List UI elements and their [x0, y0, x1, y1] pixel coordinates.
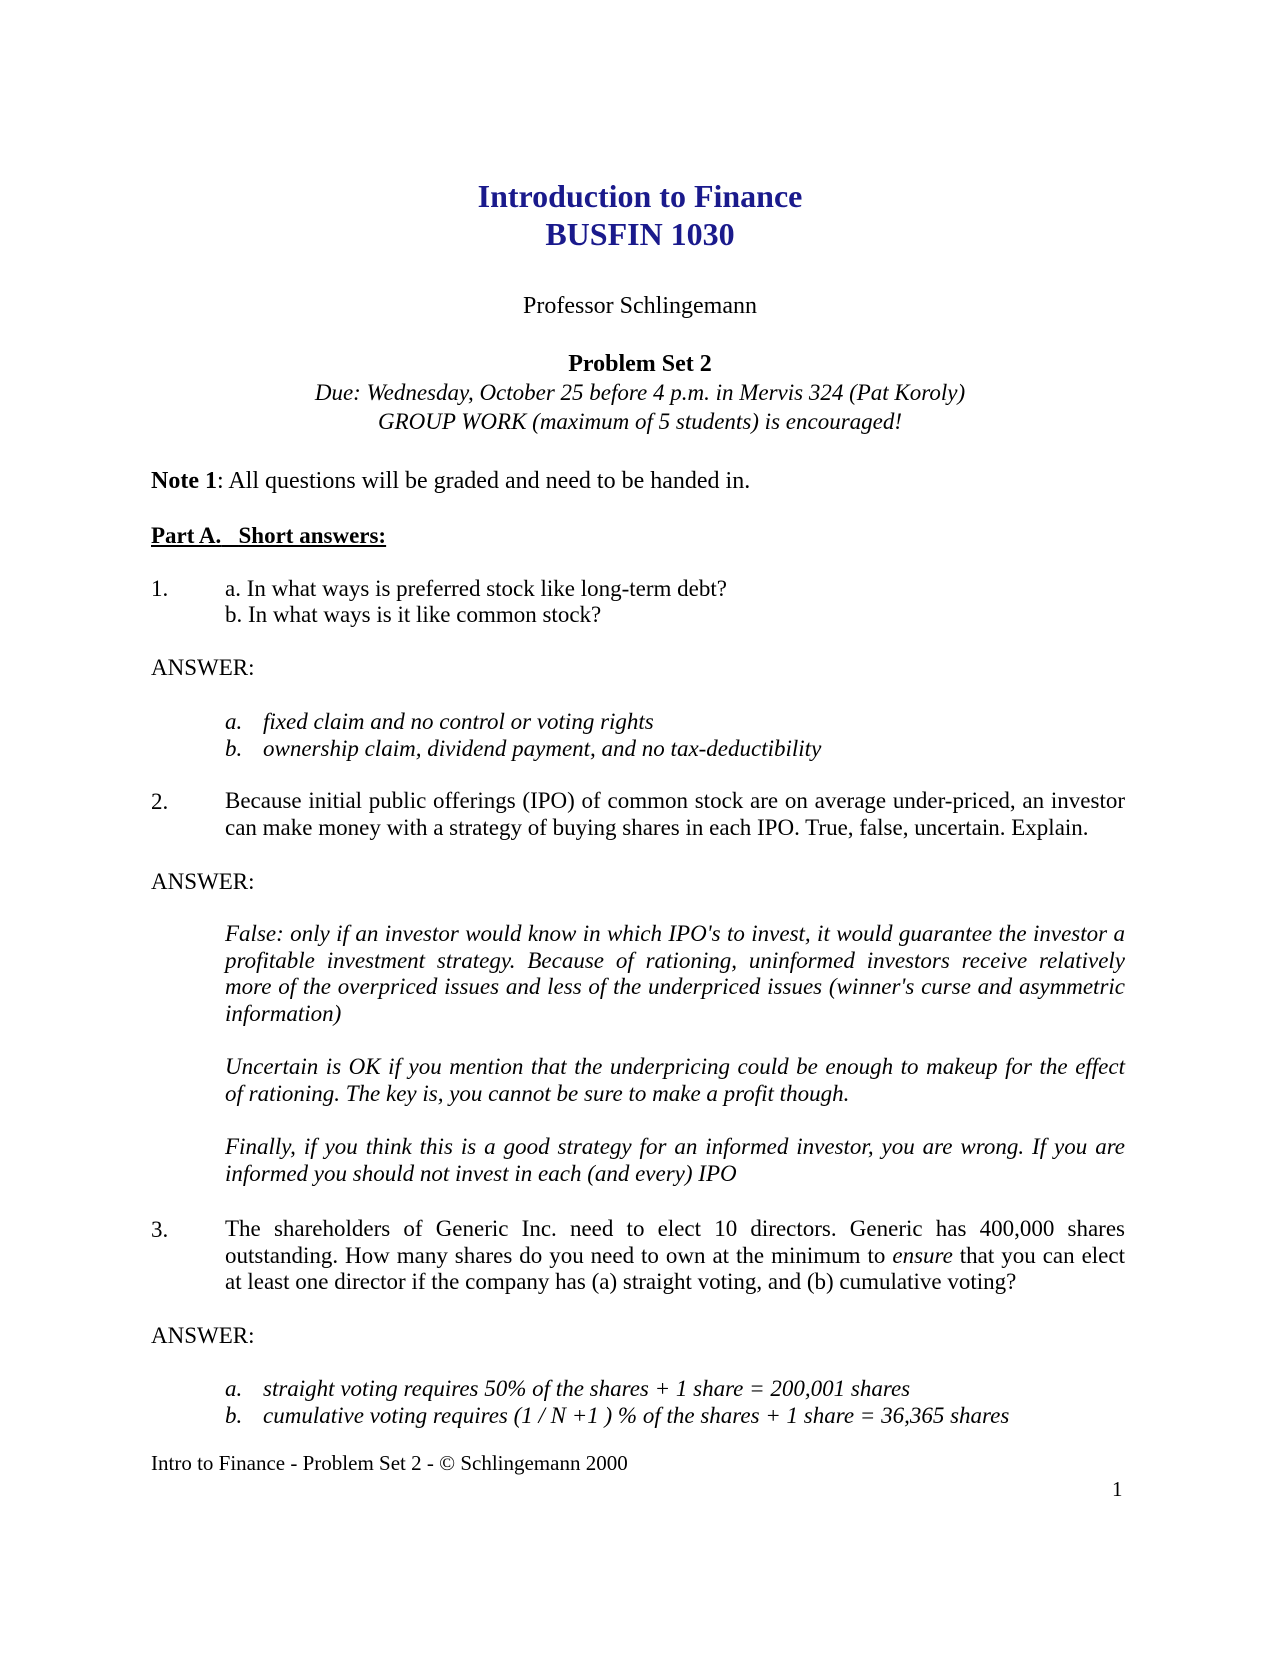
part-a-label: Part A. — [151, 523, 222, 548]
question-number: 2. — [151, 789, 169, 814]
part-a-title: Short answers: — [238, 523, 387, 548]
note-text: : All questions will be graded and need to be handed in. — [216, 468, 751, 494]
page-number: 1 — [1112, 1477, 1123, 1501]
question-number: 1. — [151, 576, 169, 601]
problem-set-title: Problem Set 2 — [568, 351, 712, 377]
course-title: Introduction to Finance — [477, 178, 803, 214]
question-3-line-2 — [225, 1243, 1125, 1270]
group-work-line: GROUP WORK (maximum of 5 students) is encouraged! — [377, 409, 903, 434]
question-1-line-b: b. In what ways is it like common stock? — [225, 602, 602, 627]
answer-marker: b. — [225, 1403, 243, 1428]
question-3-line-2-start: outstanding. How many shares do you need to own at the minimum to — [225, 1242, 893, 1268]
question-2-line: Because initial public offerings (IPO) of common stock are on average under-priced, an investor — [225, 788, 1125, 813]
answer-3-a: straight voting requires 50% of the shares + 1 share = 200,001 shares — [263, 1376, 911, 1401]
part-a-heading — [151, 522, 386, 549]
answer-line: profitable investment strategy. Because of rationing, uninformed investors receive relatively — [225, 947, 1125, 973]
question-3-text — [225, 1216, 1125, 1296]
answer-line: more of the overpriced issues and less of the underpriced issues (winner's curse and asymmetric — [225, 974, 1125, 999]
answer-marker: b. — [225, 736, 243, 761]
question-1-line-a: a. In what ways is preferred stock like long-term debt? — [225, 576, 727, 601]
answer-marker: a. — [225, 1376, 243, 1401]
answer-label: ANSWER: — [151, 1323, 255, 1348]
question-3-line: at least one director if the company has (a) straight voting, and (b) cumulative voting? — [225, 1269, 1017, 1294]
answer-1-a: fixed claim and no control or voting rights — [263, 709, 654, 734]
note-label: Note 1 — [151, 468, 217, 494]
answer-line: information) — [225, 1000, 342, 1026]
note-1 — [151, 468, 750, 495]
question-3-line: The shareholders of Generic Inc. need to elect 10 directors. Generic has 400,000 shares — [225, 1216, 1125, 1241]
answer-line: Finally, if you think this is a good strategy for an informed investor, you are wrong. If you are — [225, 1134, 1125, 1159]
course-code: BUSFIN 1030 — [545, 216, 735, 252]
footer-text: Intro to Finance - Problem Set 2 - © Schlingemann 2000 — [151, 1451, 628, 1475]
answer-line: informed you should not invest in each (and every) IPO — [225, 1160, 737, 1186]
answer-2-paragraph-2 — [225, 1054, 1125, 1107]
question-2-line: can make money with a strategy of buying shares in each IPO. True, false, uncertain. Explain. — [225, 814, 1089, 840]
answer-line: of rationing. The key is, you cannot be sure to make a profit though. — [225, 1080, 850, 1106]
answer-3-b: cumulative voting requires (1 / N +1 ) % of the shares + 1 share = 36,365 shares — [263, 1403, 1010, 1428]
answer-2-paragraph-1 — [225, 921, 1125, 1027]
answer-1-b: ownership claim, dividend payment, and no tax-deductibility — [263, 736, 822, 761]
answer-label: ANSWER: — [151, 655, 255, 680]
question-number: 3. — [151, 1217, 169, 1242]
answer-line: Uncertain is OK if you mention that the underpricing could be enough to makeup for the effect — [225, 1054, 1125, 1079]
answer-label: ANSWER: — [151, 869, 255, 894]
answer-line: False: only if an investor would know in which IPO's to invest, it would guarantee the investor a — [225, 921, 1125, 946]
answer-2-paragraph-3 — [225, 1134, 1125, 1187]
due-line: Due: Wednesday, October 25 before 4 p.m. in Mervis 324 (Pat Koroly) — [314, 380, 966, 405]
professor-name: Professor Schlingemann — [523, 293, 757, 319]
question-2-text — [225, 788, 1125, 841]
question-3-line-2-tail: that you can elect — [952, 1242, 1125, 1268]
answer-marker: a. — [225, 709, 243, 734]
question-3-emphasis: ensure — [892, 1242, 953, 1268]
